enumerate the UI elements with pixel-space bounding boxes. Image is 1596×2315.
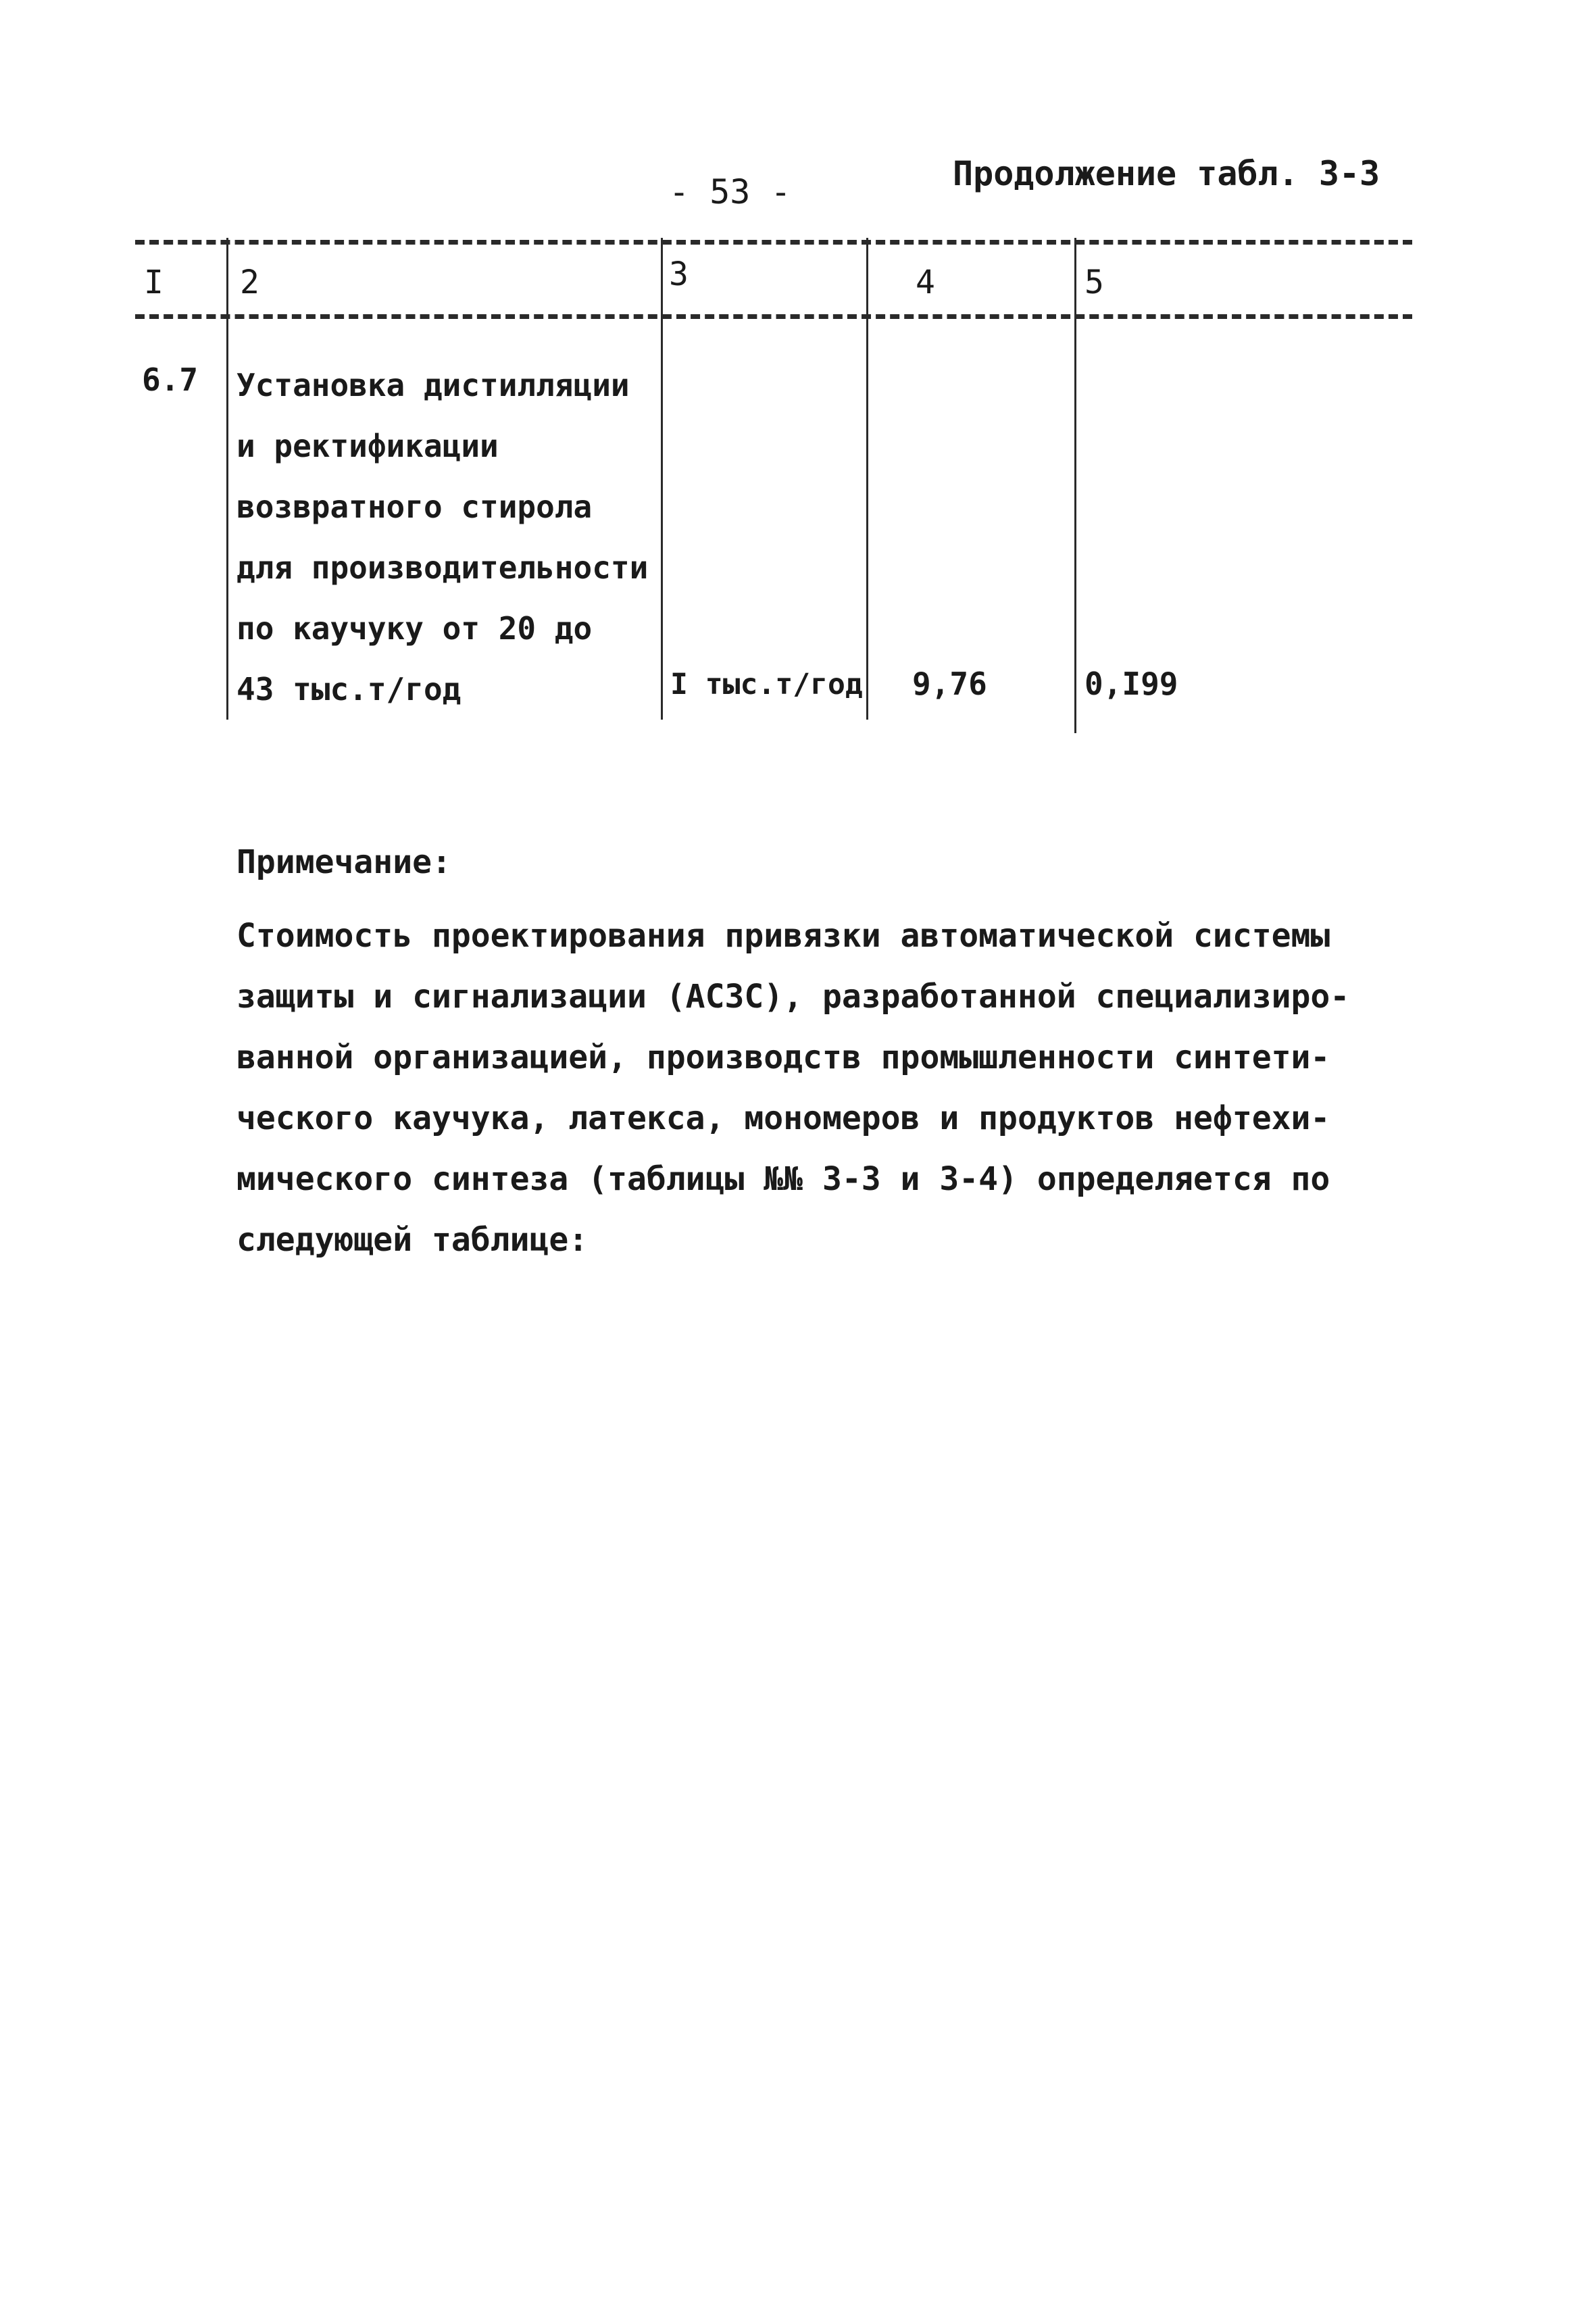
column-header-2: 2: [240, 264, 259, 301]
description-line: для производительности: [236, 549, 649, 586]
row-value-column-4: 9,76: [912, 666, 987, 702]
description-line: возвратного стирола: [236, 489, 593, 525]
column-divider-2: [661, 238, 663, 720]
column-divider-3: [866, 238, 868, 720]
note-line: Стоимость проектирования привязки автоматической системы: [236, 917, 1330, 955]
note-line: защиты и сигнализации (АСЗС), разработанной специализиро-: [236, 978, 1350, 1016]
description-line: и ректификации: [236, 428, 499, 464]
description-line: Установка дистилляции: [236, 367, 630, 403]
column-header-5: 5: [1084, 264, 1104, 301]
table-top-border: [135, 240, 1412, 245]
note-title: Примечание:: [236, 843, 451, 881]
description-line: по каучуку от 20 до: [236, 610, 593, 647]
note-body: [236, 905, 1349, 1270]
note-line: ческого каучука, латекса, мономеров и продуктов нефтехи-: [236, 1099, 1330, 1137]
row-description: [236, 355, 648, 720]
table-header-border: [135, 314, 1412, 319]
column-header-1: I: [144, 264, 164, 301]
column-divider-4: [1074, 238, 1076, 733]
column-header-3: 3: [669, 255, 689, 293]
description-line: 43 тыс.т/год: [236, 671, 462, 707]
page-number: - 53 -: [669, 172, 791, 211]
row-value-column-5: 0,I99: [1084, 666, 1178, 702]
table-continuation-title: Продолжение табл. 3-3: [953, 154, 1380, 193]
column-divider-1: [226, 238, 228, 720]
note-line: мического синтеза (таблицы №№ 3-3 и 3-4) определяется по: [236, 1160, 1330, 1198]
row-unit: I тыс.т/год: [670, 668, 863, 701]
row-number: 6.7: [142, 362, 199, 398]
column-header-4: 4: [916, 264, 935, 301]
note-line: ванной организацией, производств промышленности синтети-: [236, 1039, 1330, 1076]
note-line: следующей таблице:: [236, 1221, 589, 1259]
